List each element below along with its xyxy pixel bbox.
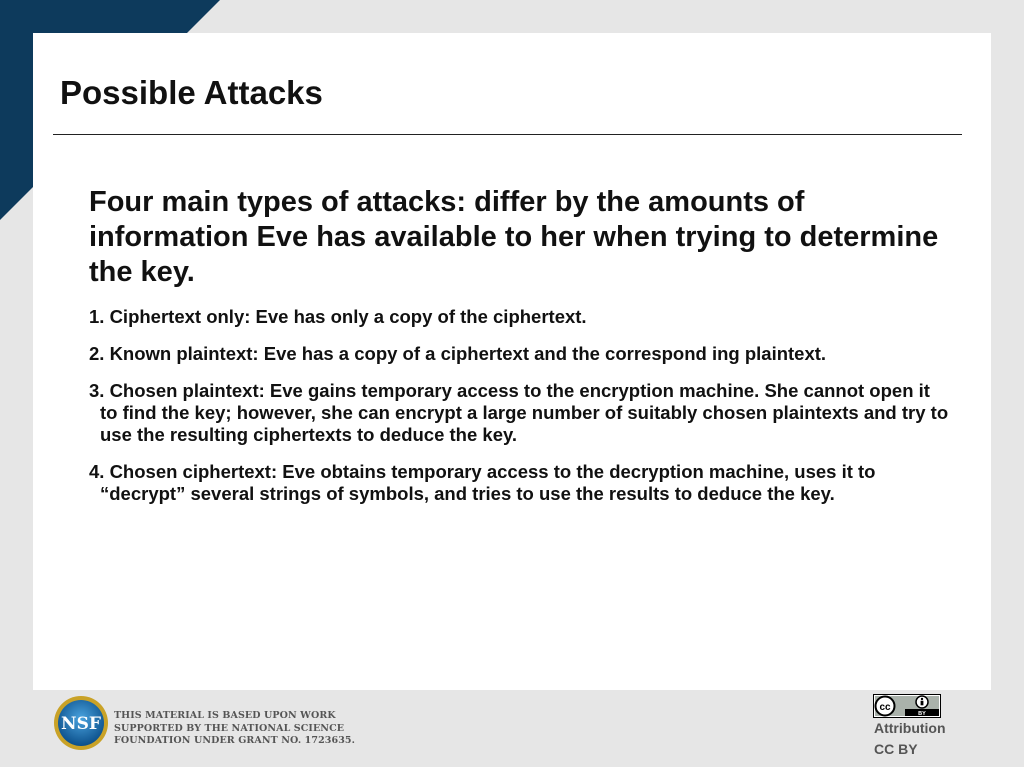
- svg-text:BY: BY: [918, 711, 926, 717]
- slide-title: Possible Attacks: [60, 74, 323, 111]
- cc-attribution-label: Attribution: [874, 720, 946, 736]
- nsf-line: THIS MATERIAL IS BASED UPON WORK: [114, 710, 336, 721]
- attack-item-known-plaintext: 2. Known plaintext: Eve has a copy of a ciphertext and the correspond ing plaintext.: [89, 343, 827, 364]
- cc-by-label: CC BY: [874, 741, 918, 757]
- slide-body: [89, 185, 949, 520]
- nsf-grant-text: [114, 710, 374, 748]
- attack-item-chosen-ciphertext: 4. Chosen ciphertext: Eve obtains temporary access to the decryption machine, uses it to “decrypt” several strings of symbols, and tries to use the results to deduce the key.: [89, 461, 876, 504]
- nsf-line: SUPPORTED BY THE NATIONAL SCIENCE: [114, 722, 345, 734]
- attack-item-chosen-plaintext: 3. Chosen plaintext: Eve gains temporary access to the encryption machine. She cannot open it to find the key; however, she can encrypt a large number of suitably chosen plaintexts and try to use the resulting ciphertexts to deduce the key.: [89, 380, 949, 445]
- nsf-line: FOUNDATION UNDER GRANT NO. 1723635.: [114, 735, 356, 746]
- svg-text:cc: cc: [879, 702, 891, 713]
- nsf-logo-icon: [53, 695, 109, 751]
- attack-item-ciphertext-only: 1. Ciphertext only: Eve has only a copy of the ciphertext.: [89, 306, 587, 327]
- title-divider: [53, 134, 962, 135]
- cc-by-badge-icon: [873, 694, 941, 718]
- lead-paragraph: Four main types of attacks: differ by the amounts of information Eve has available to her when trying to determine the key.: [89, 186, 939, 288]
- slide: [33, 33, 991, 690]
- svg-text:NSF: NSF: [61, 714, 101, 734]
